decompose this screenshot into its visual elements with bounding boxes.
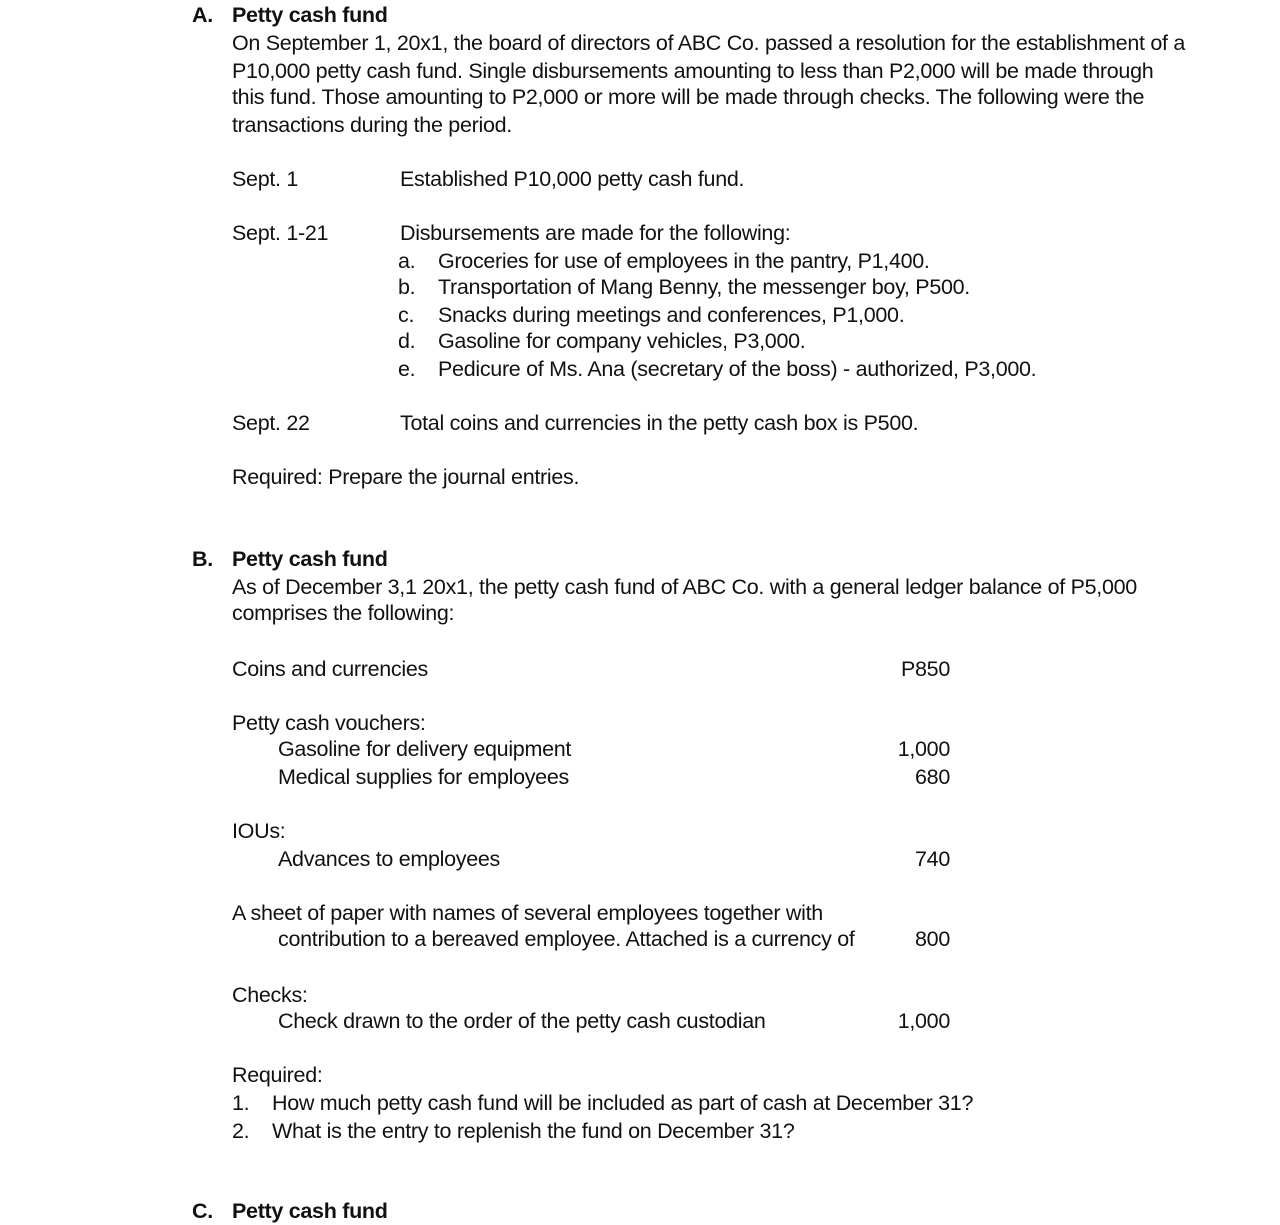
section-b-letter: B. <box>192 547 213 571</box>
coins-label: Coins and currencies <box>232 657 428 681</box>
section-a-intro-line: On September 1, 20x1, the board of directors of ABC Co. passed a resolution for the establishment of a <box>232 31 1185 55</box>
iou-label: Advances to employees <box>278 847 500 871</box>
checks-heading: Checks: <box>232 983 308 1007</box>
transaction-text: Total coins and currencies in the petty cash box is P500. <box>400 411 919 435</box>
section-a-letter: A. <box>192 3 213 27</box>
section-a-required: Required: Prepare the journal entries. <box>232 465 580 489</box>
disbursement-item: Snacks during meetings and conferences, P1,000. <box>438 303 905 327</box>
sheet-line: contribution to a bereaved employee. Attached is a currency of <box>278 927 855 951</box>
voucher-label: Gasoline for delivery equipment <box>278 737 572 761</box>
ious-heading: IOUs: <box>232 819 286 843</box>
disbursement-item: Gasoline for company vehicles, P3,000. <box>438 329 806 353</box>
disbursement-marker: a. <box>398 249 416 273</box>
section-b-intro-line: comprises the following: <box>232 601 455 625</box>
section-c-letter: C. <box>192 1199 213 1223</box>
sheet-line: A sheet of paper with names of several employees together with <box>232 901 823 925</box>
vouchers-heading: Petty cash vouchers: <box>232 711 426 735</box>
question-text: How much petty cash fund will be included as part of cash at December 31? <box>272 1091 974 1115</box>
check-amount: 1,000 <box>897 1009 950 1033</box>
question-text: What is the entry to replenish the fund on December 31? <box>272 1119 795 1143</box>
coins-amount: P850 <box>900 657 950 681</box>
disbursement-marker: b. <box>398 275 416 299</box>
voucher-amount: 1,000 <box>897 737 950 761</box>
question-marker: 2. <box>232 1119 250 1143</box>
voucher-amount: 680 <box>915 765 950 789</box>
question-marker: 1. <box>232 1091 250 1115</box>
section-a-title: Petty cash fund <box>232 3 388 27</box>
transaction-text: Established P10,000 petty cash fund. <box>400 167 745 191</box>
transaction-date: Sept. 22 <box>232 411 310 435</box>
section-a-intro-line: transactions during the period. <box>232 113 512 137</box>
section-b-title: Petty cash fund <box>232 547 388 571</box>
disbursement-item: Groceries for use of employees in the pantry, P1,400. <box>438 249 930 273</box>
transaction-date: Sept. 1 <box>232 167 299 191</box>
disbursement-item: Pedicure of Ms. Ana (secretary of the boss) - authorized, P3,000. <box>438 357 1037 381</box>
section-b-required-heading: Required: <box>232 1063 323 1087</box>
check-label: Check drawn to the order of the petty cash custodian <box>278 1009 766 1033</box>
transaction-text: Disbursements are made for the following: <box>400 221 791 245</box>
section-a-intro-line: this fund. Those amounting to P2,000 or more will be made through checks. The following were the <box>232 85 1145 109</box>
disbursement-marker: e. <box>398 357 416 381</box>
section-a-intro-line: P10,000 petty cash fund. Single disbursements amounting to less than P2,000 will be made through <box>232 59 1154 83</box>
disbursement-marker: d. <box>398 329 416 353</box>
transaction-date: Sept. 1-21 <box>232 221 329 245</box>
section-c-title: Petty cash fund <box>232 1199 388 1223</box>
iou-amount: 740 <box>915 847 950 871</box>
disbursement-marker: c. <box>398 303 415 327</box>
disbursement-item: Transportation of Mang Benny, the messenger boy, P500. <box>438 275 970 299</box>
voucher-label: Medical supplies for employees <box>278 765 569 789</box>
section-b-intro-line: As of December 3,1 20x1, the petty cash fund of ABC Co. with a general ledger balance of P5,000 <box>232 575 1137 599</box>
sheet-amount: 800 <box>915 927 950 951</box>
